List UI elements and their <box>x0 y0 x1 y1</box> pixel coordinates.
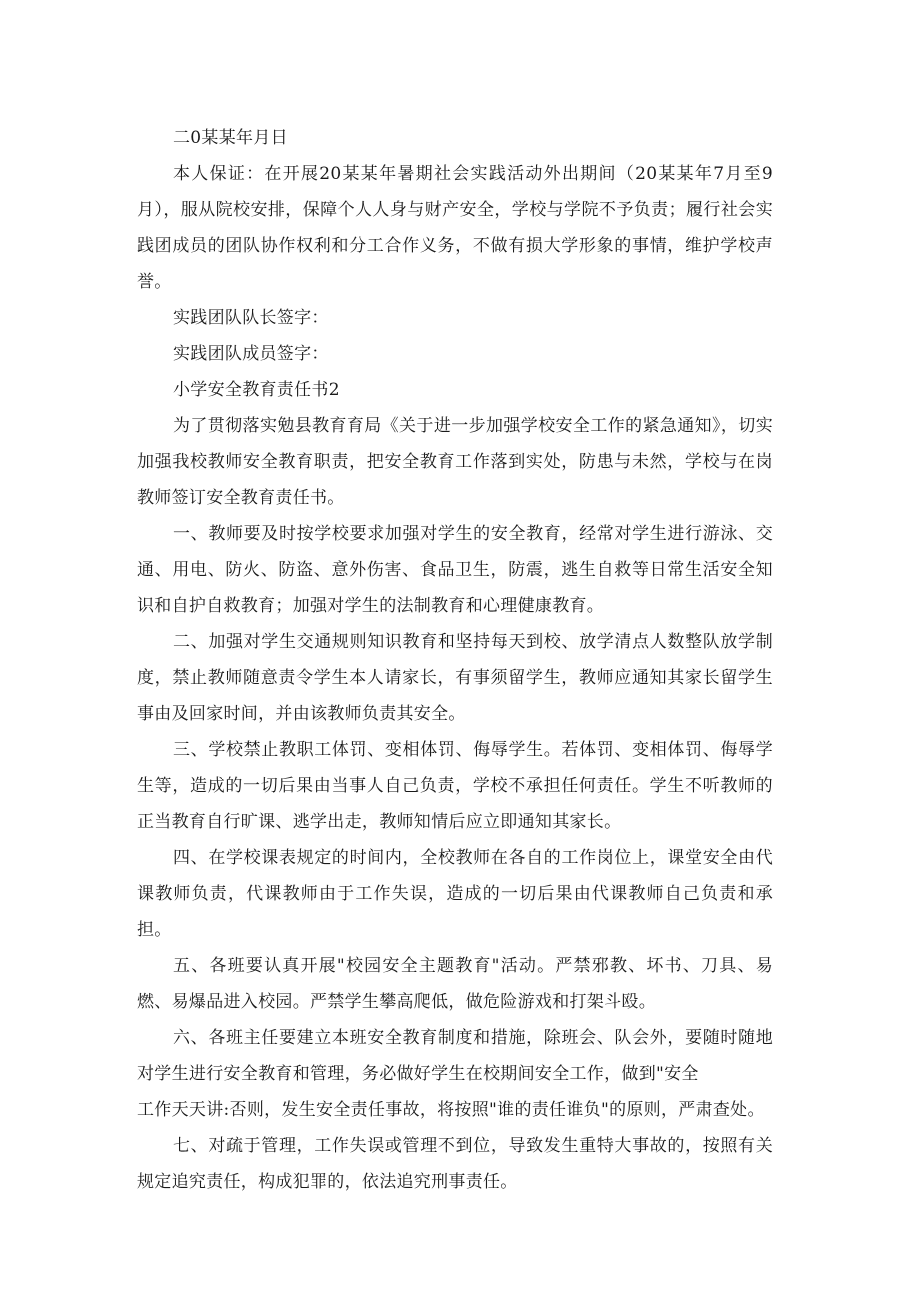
intro-paragraph: 为了贯彻落实勉县教育育局《关于进一步加强学校安全工作的紧急通知》，切实加强我校教师安全教育职责，把安全教育工作落到实处，防患与未然，学校与在岗教师签订安全教育责任书。 <box>137 416 773 508</box>
item-2-paragraph: 二、加强对学生交通规则知识教育和坚持每天到校、放学清点人数整队放学制度，禁止教师随意责令学生本人请家长，有事须留学生，教师应通知其家长留学生事由及回家时间，并由该教师负责其安全。 <box>137 632 773 724</box>
item-3-paragraph: 三、学校禁止教职工体罚、变相体罚、侮辱学生。若体罚、变相体罚、侮辱学生等，造成的一切后果由当事人自己负责，学校不承担任何责任。学生不听教师的正当教育自行旷课、逃学出走，教师知情后应立即通知其家长。 <box>137 740 773 832</box>
item-1-paragraph: 一、教师要及时按学校要求加强对学生的安全教育，经常对学生进行游泳、交通、用电、防火、防盗、意外伤害、食品卫生，防震，逃生自救等日常生活安全知识和自护自救教育；加强对学生的法制教育和心理健康教育。 <box>137 524 773 616</box>
leader-signature-line: 实践团队队长签字： <box>173 308 329 328</box>
pledge-paragraph: 本人保证：在开展20某某年暑期社会实践活动外出期间（20某某年7月至9月），服从院校安排，保障个人人身与财产安全，学校与学院不予负责；履行社会实践团成员的团队协作权利和分工合作义务，不做有损大学形象的事情，维护学校声誉。 <box>137 164 773 292</box>
document-body <box>137 120 773 1200</box>
item-6-paragraph: 六、各班主任要建立本班安全教育制度和措施，除班会、队会外，要随时随地对学生进行安全教育和管理，务必做好学生在校期间安全工作，做到"安全 <box>137 1028 773 1084</box>
date-line: 二0某某年月日 <box>173 128 288 148</box>
item-4-paragraph: 四、在学校课表规定的时间内，全校教师在各自的工作岗位上，课堂安全由代课教师负责，代课教师由于工作失误，造成的一切后果由代课教师自己负责和承担。 <box>137 848 773 940</box>
member-signature-line: 实践团队成员签字： <box>173 344 329 364</box>
section-title: 小学安全教育责任书2 <box>173 380 340 400</box>
item-7-paragraph: 七、对疏于管理，工作失误或管理不到位，导致发生重特大事故的，按照有关规定追究责任，构成犯罪的，依法追究刑事责任。 <box>137 1136 773 1192</box>
item-6-continuation: 工作天天讲:否则，发生安全责任事故，将按照"谁的责任谁负"的原则，严肃查处。 <box>137 1100 765 1120</box>
item-5-paragraph: 五、各班要认真开展"校园安全主题教育"活动。严禁邪教、坏书、刀具、易燃、易爆品进入校园。严禁学生攀高爬低，做危险游戏和打架斗殴。 <box>137 956 773 1012</box>
